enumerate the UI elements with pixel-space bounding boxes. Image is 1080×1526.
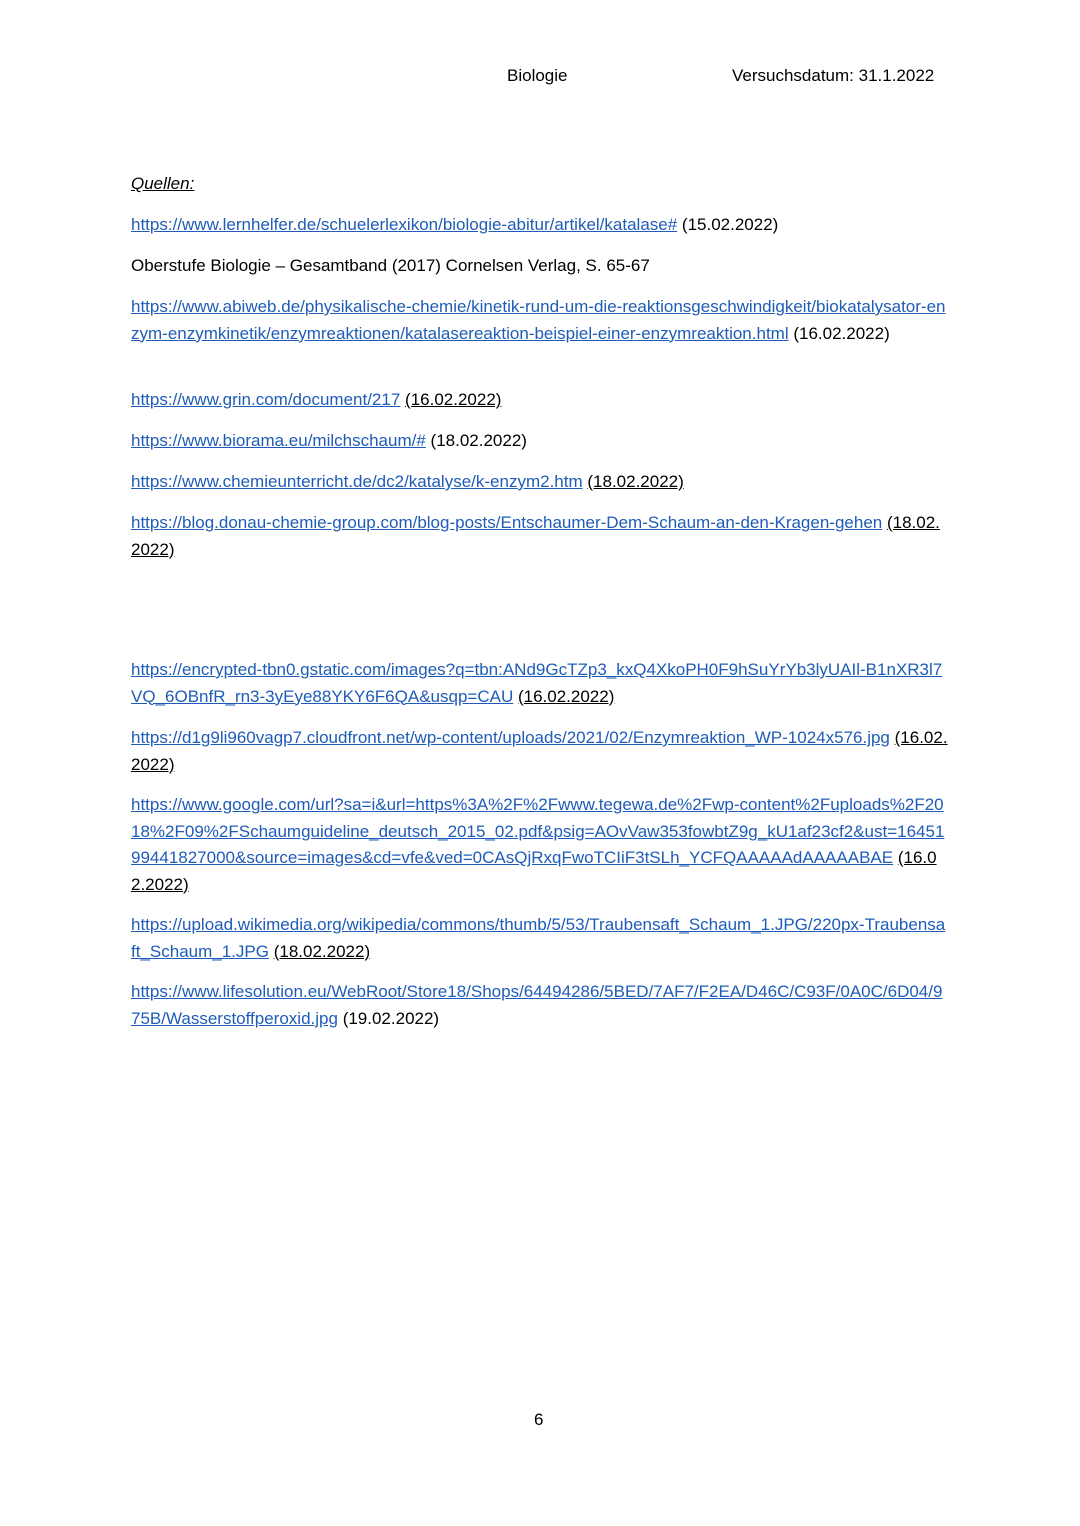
image-source-link[interactable]: https://www.lifesolution.eu/WebRoot/Store18/Shops/64494286/5BED/7AF7/F2EA/D46C/C93F/0A0C/6D04/975B/Wasserstoffperoxid.jpg [131,982,943,1028]
image-source-link[interactable]: https://www.google.com/url?sa=i&url=https%3A%2F%2Fwww.tegewa.de%2Fwp-content%2Fuploads%2F2018%2F09%2FSchaumguideline_deutsch_2015_02.pdf&psig=AOvVaw353fowbtZ9g_kU1af23cf2&ust=1645199441827000&source=images&cd=vfe&ved=0CAsQjRxqFwoTCIiF3tSLh_YCFQAAAAAdAAAAABAE [131,795,945,867]
access-date: (15.02.2022) [681,215,779,234]
page-number: 6 [534,1410,544,1429]
access-date: (18.02.2022) [273,941,371,961]
source-entry [131,510,949,563]
image-source-link[interactable]: https://d1g9li960vagp7.cloudfront.net/wp-content/uploads/2021/02/Enzymreaktion_WP-1024x576.jpg [131,728,890,747]
source-text: Oberstufe Biologie – Gesamtband (2017) Cornelsen Verlag, S. 65-67 [131,256,650,275]
access-date: (19.02.2022) [342,1008,440,1028]
source-link[interactable]: https://www.biorama.eu/milchschaum/# [131,431,426,450]
source-link[interactable]: https://www.grin.com/document/217 [131,390,401,409]
source-entry [131,428,949,455]
image-source-entry [131,912,949,965]
header-subject: Biologie [507,66,568,85]
access-date: (18.02.2022) [430,431,527,450]
source-link[interactable]: https://www.lernhelfer.de/schuelerlexikon/biologie-abitur/artikel/katalase# [131,215,678,234]
image-source-link[interactable]: https://encrypted-tbn0.gstatic.com/images?q=tbn:ANd9GcTZp3_kxQ4XkoPH0F9hSuYrYb3lyUAIl-B1nXR3l7VQ_6OBnfR_rn3-3yEye88YKY6F6QA&usqp=CAU [131,660,943,706]
access-date: (18.02.2022) [587,472,684,491]
access-date: (16.02.2022) [517,686,615,706]
source-link[interactable]: https://blog.donau-chemie-group.com/blog-posts/Entschaumer-Dem-Schaum-an-den-Kragen-gehen [131,513,883,532]
source-entry [131,253,949,280]
source-entry [131,469,949,496]
image-source-entry [131,792,949,898]
image-source-entry [131,725,949,778]
access-date: (16.02.2022) [131,848,937,894]
image-source-entry [131,657,949,710]
access-date: (16.02.2022) [405,390,502,409]
sources-heading: Quellen: [131,174,195,193]
access-date: (16.02.2022) [793,323,890,343]
image-source-link[interactable]: https://upload.wikimedia.org/wikipedia/commons/thumb/5/53/Traubensaft_Schaum_1.JPG/220px-Traubensaft_Schaum_1.JPG [131,915,946,961]
access-date: (16.02.2022) [131,728,948,774]
header-experiment-date: Versuchsdatum: 31.1.2022 [732,66,935,85]
image-source-entry [131,979,949,1032]
source-link[interactable]: https://www.abiweb.de/physikalische-chemie/kinetik-rund-um-die-reaktionsgeschwindigkeit/biokatalysator-enzym-enzymkinetik/enzymreaktionen/katalasereaktion-beispiel-einer-enzymreaktion.html [131,297,946,343]
source-entry [131,387,949,414]
source-entry [131,294,949,347]
access-date: (18.02.2022) [131,513,940,559]
source-link[interactable]: https://www.chemieunterricht.de/dc2/katalyse/k-enzym2.htm [131,472,583,491]
source-entry [131,212,949,239]
